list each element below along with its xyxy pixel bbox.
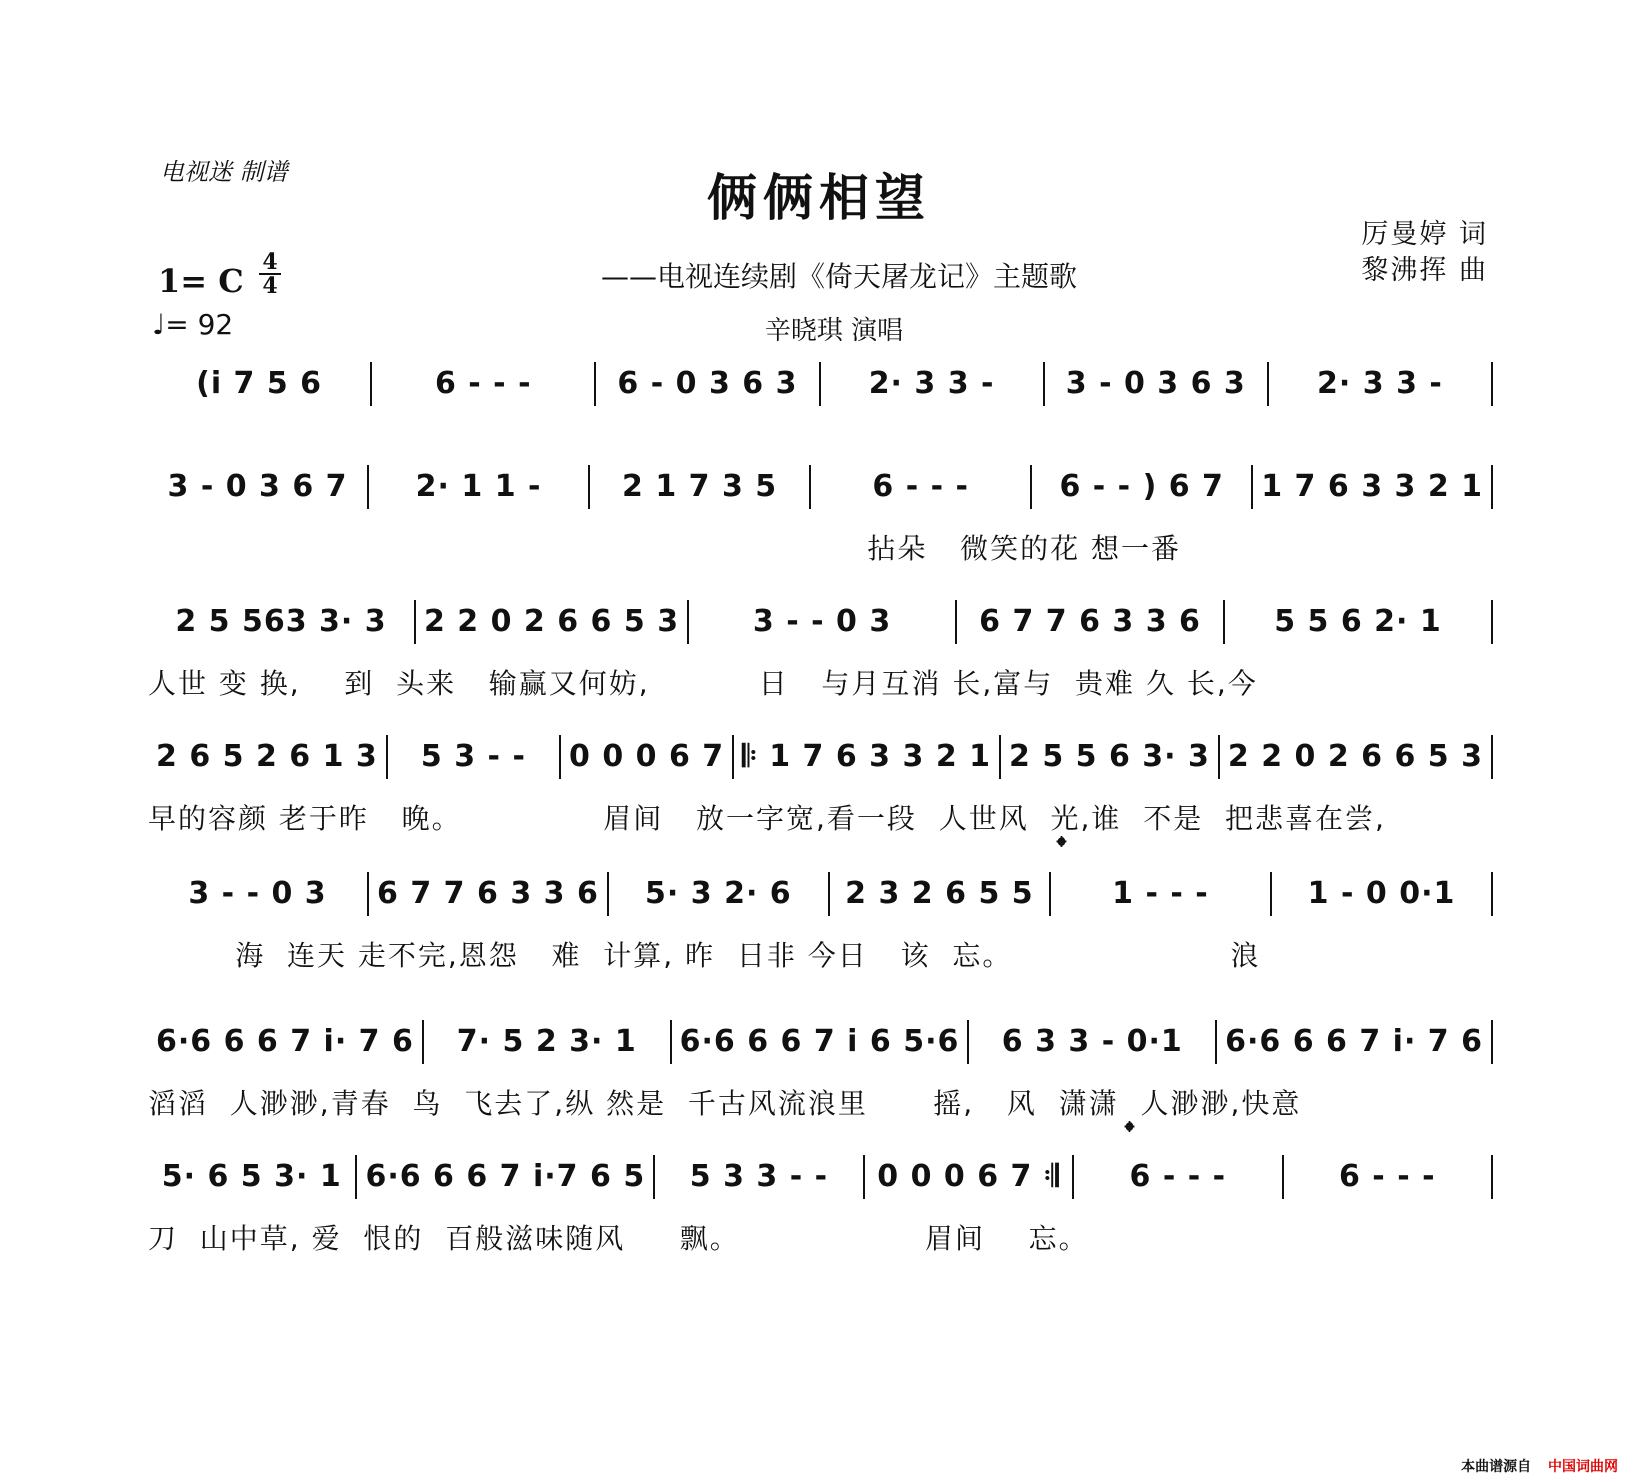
measure: 6·6 6 6 7 i· 7 6	[1217, 1020, 1493, 1064]
time-signature-bottom: 4	[262, 273, 278, 299]
lyricist-credit: 厉曼婷 词	[1361, 219, 1488, 250]
coda-sign-2: 𝄌	[1125, 1117, 1134, 1147]
measure: 2 6 5 2 6 1 3	[148, 735, 388, 779]
measure: 2 5 5 6 3· 3	[1001, 735, 1220, 779]
staff-line-7	[148, 1155, 1493, 1305]
notes-row	[148, 465, 1493, 509]
maker-credit: 电视迷 制谱	[160, 158, 288, 186]
measure: 6 - - ) 6 7	[1032, 465, 1253, 509]
measure: 3 - - 0 3	[689, 600, 957, 644]
notes-row	[148, 1155, 1493, 1199]
measure: 6 - 0 3 6 3	[596, 362, 820, 406]
notes-row	[148, 872, 1493, 916]
composer-credit: 黎沸挥 曲	[1361, 255, 1488, 286]
measure: 1 - 0 0·1	[1272, 872, 1493, 916]
notes-row	[148, 1020, 1493, 1064]
lyrics-row: 拈朵 微笑的花 想一番	[148, 532, 1182, 565]
measure: 6 - - -	[811, 465, 1032, 509]
measure: 2 5 563 3· 3	[148, 600, 416, 644]
measure: 6 7 7 6 3 3 6	[957, 600, 1225, 644]
lyrics-row: 滔滔 人渺渺,青春 鸟 飞去了,纵 然是 千古风流浪里 摇, 风 潇潇 人渺渺,快意	[148, 1087, 1302, 1120]
staff-line-3	[148, 600, 1493, 750]
tempo-marking: ♩= 92	[152, 308, 234, 341]
song-subtitle: ——电视连续剧《倚天屠龙记》主题歌	[600, 260, 1077, 293]
measure: 2 1 7 3 5	[590, 465, 811, 509]
measure: 1 - - -	[1051, 872, 1272, 916]
staff-line-4	[148, 735, 1493, 885]
measure: 5· 6 5 3· 1	[148, 1155, 357, 1199]
measure: 3 - - 0 3	[148, 872, 369, 916]
measure: 1 7 6 3 3 2 1	[1253, 465, 1493, 509]
footer-site-name: 中国词曲网	[1548, 1459, 1618, 1475]
staff-line-6	[148, 1020, 1493, 1170]
measure: 6 - - -	[372, 362, 596, 406]
measure: 3 - 0 3 6 3	[1045, 362, 1269, 406]
measure: 6·6 6 6 7 i 6 5·6	[672, 1020, 970, 1064]
lyrics-row: 刀 山中草, 爱 恨的 百般滋味随风 飘。 眉间 忘。	[148, 1222, 1089, 1255]
lyrics-row: 人世 变 换, 到 头来 输赢又何妨, 日 与月互消 长,富与 贵难 久 长,今	[148, 667, 1258, 700]
measure: 5 3 3 - -	[655, 1155, 864, 1199]
measure: 2· 3 3 -	[1269, 362, 1493, 406]
measure: 7· 5 2 3· 1	[424, 1020, 672, 1064]
measure: 6·6 6 6 7 i·7 6 5	[357, 1155, 655, 1199]
measure: 0 0 0 6 7 𝄇	[865, 1155, 1074, 1199]
singer-credit: 辛晓琪 演唱	[764, 316, 904, 346]
measure: 0 0 0 6 7	[561, 735, 734, 779]
measure: 𝄆 1 7 6 3 3 2 1	[734, 735, 1001, 779]
measure: 3 - 0 3 6 7	[148, 465, 369, 509]
measure: 2 2 0 2 6 6 5 3	[416, 600, 689, 644]
footer-source-text: 本曲谱源自	[1461, 1459, 1532, 1475]
time-signature-top: 4	[262, 249, 278, 275]
measure: 6 7 7 6 3 3 6	[369, 872, 609, 916]
lyrics-row: 早的容颜 老于昨 晚。 眉间 放一字宽,看一段 人世风 光,谁 不是 把悲喜在尝,	[148, 802, 1386, 835]
measure: 6 - - -	[1284, 1155, 1493, 1199]
lyrics-row: 海 连天 走不完,恩怨 难 计算, 昨 日非 今日 该 忘。 浪	[148, 939, 1261, 972]
notes-row	[148, 362, 1493, 406]
measure: 6 3 3 - 0·1	[969, 1020, 1217, 1064]
time-signature	[255, 249, 285, 299]
measure: 5· 3 2· 6	[609, 872, 830, 916]
measure: 6·6 6 6 7 i· 7 6	[148, 1020, 424, 1064]
measure: (i 7 5 6	[148, 362, 372, 406]
measure: 6 - - -	[1074, 1155, 1283, 1199]
coda-sign-1: 𝄌	[1057, 832, 1066, 862]
song-title: 俩俩相望	[707, 168, 931, 227]
staff-line-5	[148, 872, 1493, 1022]
notes-row	[148, 735, 1493, 779]
key-signature: 1= C	[158, 262, 244, 300]
footer-source	[1461, 1456, 1618, 1476]
measure: 2· 1 1 -	[369, 465, 590, 509]
measure: 5 3 - -	[388, 735, 561, 779]
measure: 5 5 6 2· 1	[1225, 600, 1493, 644]
measure: 2 3 2 6 5 5	[830, 872, 1051, 916]
measure: 2· 3 3 -	[821, 362, 1045, 406]
measure: 2 2 0 2 6 6 5 3	[1220, 735, 1493, 779]
staff-line-2	[148, 465, 1493, 615]
notes-row	[148, 600, 1493, 644]
